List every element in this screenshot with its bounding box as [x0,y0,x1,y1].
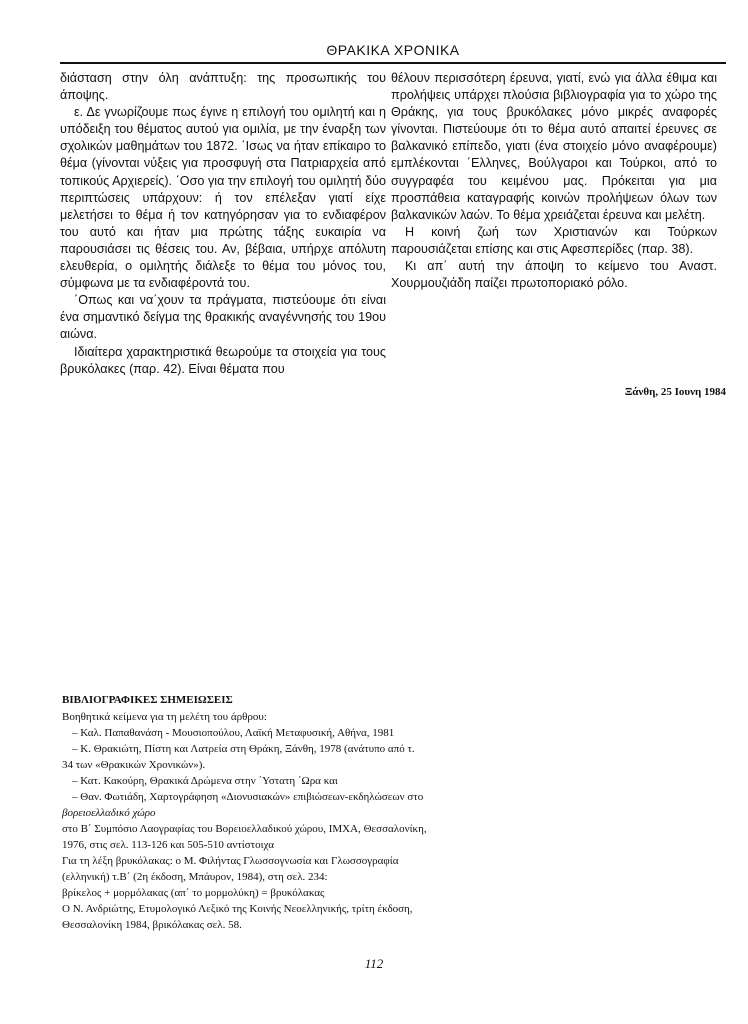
left-text-column [60,70,386,378]
notes-line: – Κ. Θρακιώτη, Πίστη και Λατρεία στη Θράκη, Ξάνθη, 1978 (ανάτυπο από τ. [72,743,415,755]
notes-line: – Θαν. Φωτιάδη, Χαρτογράφηση «Διονυσιακών» επιβιώσεων-εκδηλώσεων στο [72,791,424,803]
place-date-signature: Ξάνθη, 25 Ιουνη 1984 [624,386,726,398]
notes-line: Ο Ν. Ανδριώτης, Ετυμολογικό Λεξικό της Κοινής Νεοελληνικής, τρίτη έκδοση, [62,903,413,915]
notes-line: βορειοελλαδικό χώρο [62,807,156,819]
paragraph: Η κοινή ζωή των Χριστιανών και Τούρκων παρουσιάζεται επίσης και στις Αφεσπερίδες (παρ. 38). [391,224,717,256]
paragraph: Κι απ΄ αυτή την άποψη το κείμενο του Αναστ. Χουρμουζιάδη παίζει πρωτοποριακό ρόλο. [391,259,717,291]
paragraph: διάσταση στην όλη ανάπτυξη: της προσωπικής του άποψης. [60,71,386,103]
header-rule [60,62,726,64]
paragraph: θέλουν περισσότερη έρευνα, γιατί, ενώ για άλλα έθιμα και προλήψεις υπάρχει πλούσια βιβλιογραφία για το χώρο της Θράκης, για τους βρυκόλακες μόνο μικρές αναφορές γίνονται. Πιστεύουμε ότι το θέμα αυτό απαιτεί έρευνες σε βαλκανικό επίπεδο, γιατι (ένα στοιχείο μόνο αναφέρουμε) εμπλέκονται ΄Ελληνες, Βούλγαροι και Τούρκοι, από το συγγραφέα του κειμένου μας. Πρόκειται για μια προσπάθεια καταγραφής κοινών προλήψεων όλων των βαλκανικών λαών. Το θέμα χρειάζεται έρευνα και μελέτη. [391,71,717,222]
notes-line: Βοηθητικά κείμενα για τη μελέτη του άρθρου: [62,711,267,723]
notes-line: – Καλ. Παπαθανάση - Μουσιοπούλου, Λαϊκή Μεταφυσική, Αθήνα, 1981 [72,727,395,739]
notes-title: ΒΙΒΛΙΟΓΡΑΦΙΚΕΣ ΣΗΜΕΙΩΣΕΙΣ [62,694,233,706]
notes-line: Θεσσαλονίκη 1984, βρικόλακας σελ. 58. [62,919,242,931]
notes-line: – Κατ. Κακούρη, Θρακικά Δρώμενα στην ΄Υστατη ΄Ωρα και [72,775,338,787]
paragraph: ε. Δε γνωρίζουμε πως έγινε η επιλογή του ομιλητή και η υπόδειξη του θέματος αυτού για ομιλία, με την έναρξη των σχολικών μαθημάτων του 1872. ΄Ισως να ήταν επίκαιρο το θέμα (γίνονται νύξεις για προσφυγή στα Πατριαρχεία από τοπικούς Αρχιερείς). ΄Οσο για την επιλογή του ομιλητή δύο περιπτώσεις υπάρχουν: ή τον επέλεξαν γιατί είχε μελετήσει το θέμα ή τον κατηγόρησαν για το ενδιαφέρον του αυτό και ήταν μια πρώτης τάξης ευκαιρία να παρουσιάσει τις θέσεις του. Αν, βέβαια, υπήρχε απόλυτη ελευθερία, ο ομιλητής διάλεξε το θέμα του μόνος του, σύμφωνα με τα ενδιαφέροντά του. [60,105,386,291]
notes-line: 34 των «Θρακικών Χρονικών»). [62,759,206,771]
notes-line: βρίκελος + μορμόλακας (απ΄ το μορμολύκη) = βρυκόλακας [62,887,325,899]
paragraph: ΄Οπως και να΄χουν τα πράγματα, πιστεύουμε ότι είναι ένα σημαντικό δείγμα της θρακικής αναγέννησής του 19ου αιώνα. [60,293,386,342]
notes-line: 1976, στις σελ. 113-126 και 505-510 αντίστοιχα [62,839,274,851]
running-header: ΘΡΑΚΙΚΑ ΧΡΟΝΙΚΑ [326,42,460,58]
notes-line: Για τη λέξη βρυκόλακας: ο Μ. Φιλήντας Γλωσσογνωσία και Γλωσσογραφία [62,855,399,867]
right-text-column [391,70,717,292]
bibliographic-notes [62,692,702,933]
paragraph: Ιδιαίτερα χαρακτηριστικά θεωρούμε τα στοιχεία για τους βρυκόλακες (παρ. 42). Είναι θέματα που [60,344,386,376]
page-number: 112 [364,956,384,971]
notes-line: (ελληνική) τ.Β΄ (2η έκδοση, Μπάυρον, 1984), στη σελ. 234: [62,871,328,883]
notes-line: στο Β΄ Συμπόσιο Λαογραφίας του Βορειοελλαδικού χώρου, ΙΜΧΑ, Θεσσαλονίκη, [62,823,427,835]
